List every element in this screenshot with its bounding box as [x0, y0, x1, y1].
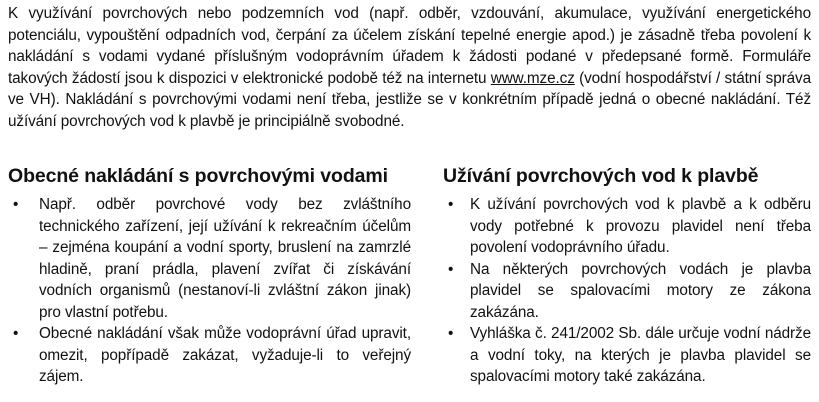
bullet-icon: •: [448, 325, 454, 342]
list-item: [8, 194, 411, 323]
left-bullet-list: [8, 194, 411, 388]
left-heading: Obecné nakládání s povrchovými vodami: [8, 165, 388, 187]
list-item-text: Vyhláška č. 241/2002 Sb. dále určuje vodní nádrže a vodní toky, na kterých je plavba plavidel se spalovacími motory také zakázána.: [470, 325, 811, 385]
right-heading: Užívání povrchových vod k plavbě: [443, 165, 759, 187]
list-item: [443, 259, 811, 324]
list-item: [8, 323, 411, 388]
bullet-icon: •: [448, 260, 454, 278]
two-column-section: [8, 164, 811, 388]
right-bullet-list: [443, 194, 811, 388]
list-item-text: Obecné nakládání však může vodoprávní úřad upravit, omezit, popřípadě zakázat, vyžaduje-li to veřejný zájem.: [39, 325, 411, 385]
intro-text-before-link: K využívání povrchových nebo podzemních vod (např. odběr, vzdouvání, akumulace, využívání energetického potenciálu, vypouštění odpadních vod, čerpání za účelem získání tepelné energie apod.) je zásadně třeba povolení k nakládání s vodami vydané příslušným vodoprávním úřadem k žádosti podané v předepsané formě. Formuláře takových žádostí jsou k dispozici v elektronické podobě též na internetu: [8, 5, 811, 87]
bullet-icon: •: [13, 196, 19, 213]
document-page: [8, 3, 811, 385]
bullet-icon: •: [448, 196, 454, 213]
list-item-text: K užívání povrchových vod k plavbě a k odběru vody potřebné k provozu plavidel není třeba povolení vodoprávního úřadu.: [470, 196, 811, 256]
left-column: [8, 164, 411, 388]
intro-paragraph: [8, 3, 811, 132]
list-item: [443, 323, 811, 388]
list-item-text: Např. odběr povrchové vody bez zvláštního technického zařízení, její užívání k rekreačním účelům – zejména koupání a vodní sporty, bruslení na zamrzlé hladině, praní prádla, plavení zvířat či získávání vodních organismů (nestanoví-li zvláštní zákon jinak) pro vlastní potřebu.: [39, 196, 411, 321]
bullet-icon: •: [13, 325, 19, 342]
list-item-text: Na některých povrchových vodách je plavba plavidel se spalovacími motory ze zákona zakázána.: [470, 260, 811, 321]
mze-link[interactable]: www.mze.cz: [490, 69, 575, 87]
right-column: [443, 164, 811, 388]
list-item: [443, 194, 811, 259]
intro-text-after-link: (vodní hospodářství / státní správa ve VH). Nakládání s povrchovými vodami není třeba, jestliže se v konkrétním případě jedná o obecné nakládání. Též užívání povrchových vod k plavbě je principiálně svobodné.: [8, 69, 811, 130]
